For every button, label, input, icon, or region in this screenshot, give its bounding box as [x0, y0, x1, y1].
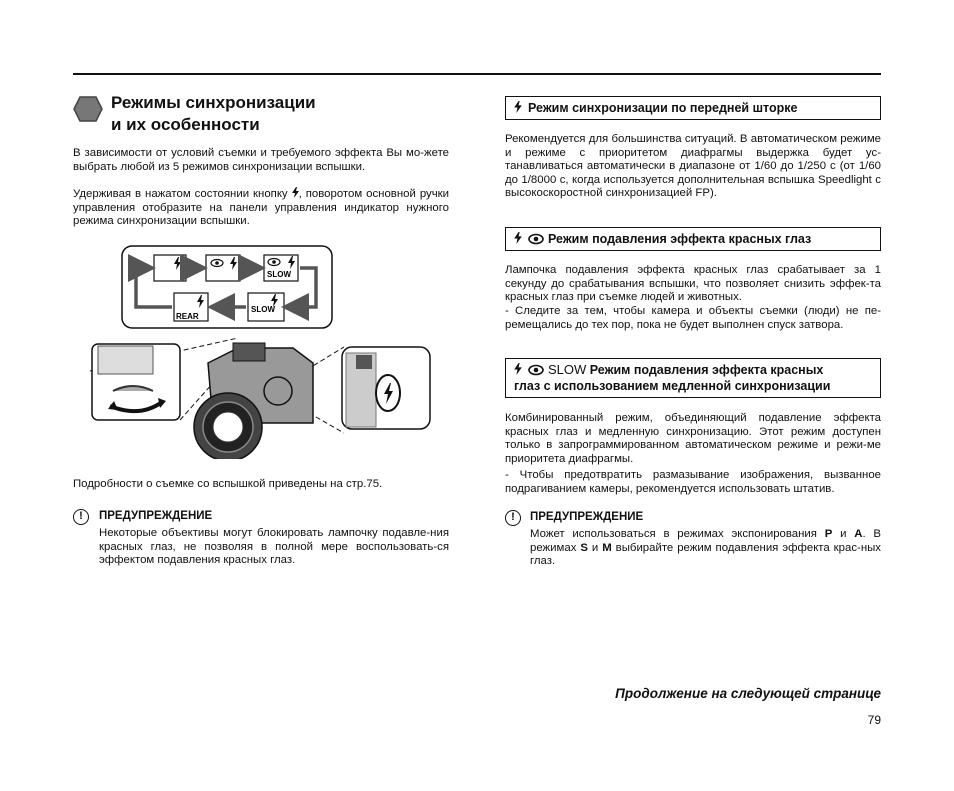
section-heading-front-curtain: Режим синхронизации по передней шторке — [505, 96, 881, 120]
flash-icon — [292, 187, 299, 198]
red-eye-icon — [528, 233, 544, 245]
section-hexagon-icon — [73, 96, 103, 122]
warning-text-left: Некоторые объективы могут блокировать лампочку подавле-ния красных глаз, не позволяя в полной мере воспользовать-ся эффектом подавления красных глаз. — [99, 527, 449, 567]
red-eye-slow-text: Комбинированный режим, объединяющий подавление эффекта красных глаз и медленную синхронизацию. Этот режим доступен только в запрограммированном автоматическом режиме и режи-ме приоритета диафрагмы. — [505, 412, 881, 465]
red-eye-text: Лампочка подавления эффекта красных глаз срабатывает за 1 секунду до срабатывания вспышки, что позволяет снизить эффек-та красных глаз при съемке людей и животных. — [505, 264, 881, 304]
flash-button-closeup — [342, 347, 430, 429]
top-rule — [73, 73, 881, 75]
section-heading-red-eye: Режим подавления эффекта красных глаз — [505, 227, 881, 251]
flash-icon — [514, 363, 522, 375]
mode-box-front — [154, 255, 186, 281]
details-text: Подробности о съемке со вспышкой приведены на стр.75. — [73, 478, 383, 490]
page-title: Режимы синхронизации и их особенности — [111, 93, 316, 134]
control-panel-closeup — [92, 344, 180, 420]
flash-icon — [514, 101, 522, 113]
red-eye-icon — [528, 364, 544, 376]
warning-title-left: ПРЕДУПРЕЖДЕНИЕ — [99, 510, 213, 522]
rear-label: REAR — [176, 312, 199, 321]
front-curtain-text: Рекомендуется для большинства ситуаций. В автоматическом режиме и режиме с приоритетом диафрагмы выдержка будет ус-танавливаться автоматически в диапазоне от 1/60 до 1/250 с (от 1/60 до 1/8000 с, когда используется дополнительная вспышка Speedlight с высокоскоростной синхронизацией FP). — [505, 133, 881, 200]
red-eye-note: - Следите за тем, чтобы камера и объекты съемки (люди) не пе-ремещались до тех пор, пока не будет выполнен спуск затвора. — [505, 305, 881, 331]
warning-title-right: ПРЕДУПРЕЖДЕНИЕ — [530, 511, 644, 523]
continued-note: Продолжение на следующей странице — [615, 686, 881, 701]
red-eye-slow-note: - Чтобы предотвратить размазывание изображения, вызванное подрагиванием камеры, рекомендуется использовать штатив. — [505, 469, 881, 495]
intro-text: В зависимости от условий съемки и требуемого эффекта Вы мо-жете выбрать любой из 5 режимов синхронизации вспышки. — [73, 147, 449, 173]
slow-label-top: SLOW — [267, 270, 291, 279]
camera-illustration — [194, 343, 313, 459]
flash-mode-diagram — [88, 243, 434, 459]
mode-box-redeye — [206, 255, 240, 281]
flash-icon — [514, 232, 522, 244]
page-number: 79 — [867, 713, 881, 727]
section-heading-red-eye-slow: SLOW Режим подавления эффекта красных глаз с использованием медленной синхронизации — [505, 358, 881, 398]
warning-icon: ! — [505, 510, 521, 526]
instruction-text: Удерживая в нажатом состоянии кнопку , поворотом основной ручки управления отобразите на панели управления индикатор нужного режима синхронизации вспышки. — [73, 188, 449, 228]
slow-label-bottom: SLOW — [251, 305, 275, 314]
warning-text-right: Может использоваться в режимах экспонирования P и A. В режимах S и M выбирайте режим подавления эффекта крас-ных глаз. — [530, 528, 881, 568]
warning-icon: ! — [73, 509, 89, 525]
